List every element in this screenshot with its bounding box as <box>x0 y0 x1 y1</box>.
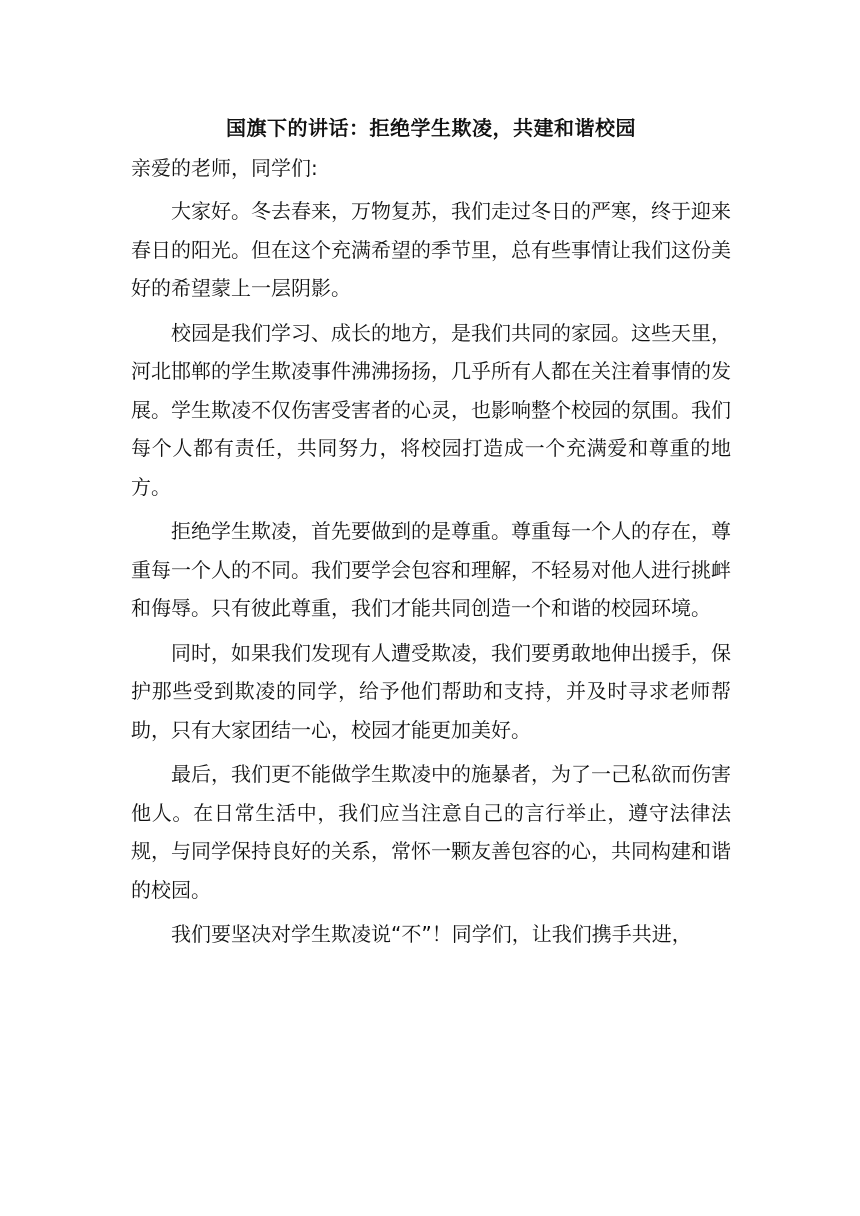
paragraph-closing: 我们要坚决对学生欺凌说“不”！同学们，让我们携手共进， <box>171 922 692 946</box>
paragraph-greeting: 大家好。冬去春来，万物复苏，我们走过冬日的严寒，终于迎来春日的阳光。但在这个充满希望的季节里，总有些事情让我们这份美好的希望蒙上一层阴影。 <box>131 199 731 300</box>
paragraph-respect: 拒绝学生欺凌，首先要做到的是尊重。尊重每一个人的存在，尊重每一个人的不同。我们要学会包容和理解，不轻易对他人进行挑衅和侮辱。只有彼此尊重，我们才能共同创造一个和谐的校园环境。 <box>131 519 731 620</box>
document-title: 国旗下的讲话：拒绝学生欺凌，共建和谐校园 <box>226 116 636 140</box>
document-page <box>131 106 731 954</box>
paragraph-finally: 最后，我们更不能做学生欺凌中的施暴者，为了一己私欲而伤害他人。在日常生活中，我们应当注意自己的言行举止，遵守法律法规，与同学保持良好的关系，常怀一颗友善包容的心，共同构建和谐的校园。 <box>131 762 731 902</box>
paragraph-help: 同时，如果我们发现有人遭受欺凌，我们要勇敢地伸出援手，保护那些受到欺凌的同学，给予他们帮助和支持，并及时寻求老师帮助，只有大家团结一心，校园才能更加美好。 <box>131 640 731 742</box>
salutation: 亲爱的老师，同学们: <box>131 156 318 180</box>
paragraph-campus: 校园是我们学习、成长的地方，是我们共同的家园。这些天里，河北邯郸的学生欺凌事件沸沸扬扬，几乎所有人都在关注着事情的发展。学生欺凌不仅伤害受害者的心灵，也影响整个校园的氛围。我们每个人都有责任，共同努力，将校园打造成一个充满爱和尊重的地方。 <box>131 320 731 499</box>
